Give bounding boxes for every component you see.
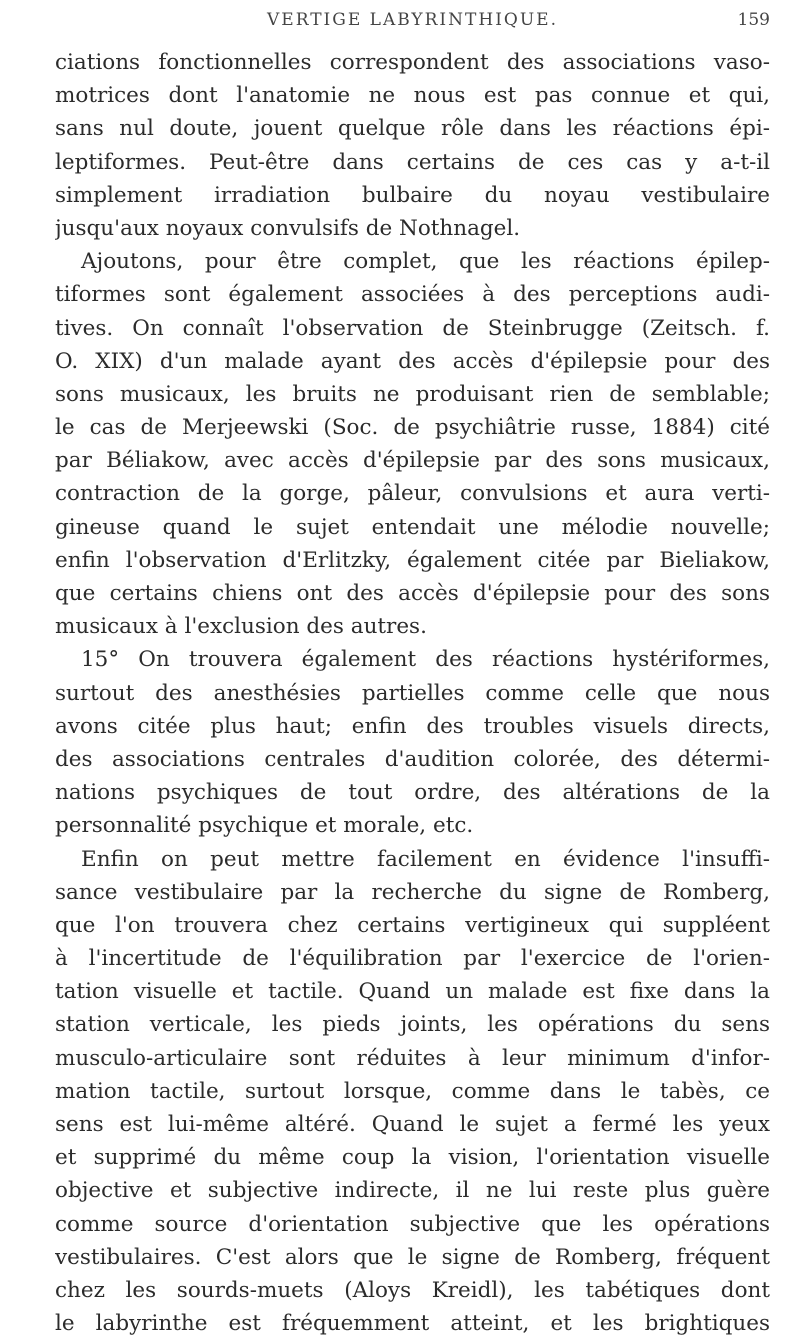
text-line: sons musicaux, les bruits ne produisant rien de semblable; [55, 381, 770, 407]
text-line: Enfin on peut mettre facilement en évidence l'insuffi- [81, 846, 770, 872]
text-line: avons citée plus haut; enfin des troubles visuels directs, [55, 713, 770, 739]
text-line: gineuse quand le sujet entendait une mélodie nouvelle; [55, 514, 770, 540]
text-line: simplement irradiation bulbaire du noyau vestibulaire [55, 182, 770, 208]
text-line: motrices dont l'anatomie ne nous est pas connue et qui, [55, 83, 770, 109]
text-line: et supprimé du même coup la vision, l'orientation visuelle [55, 1145, 770, 1171]
text-line: que l'on trouvera chez certains vertigineux qui suppléent [55, 912, 770, 938]
running-head: VERTIGE LABYRINTHIQUE. [267, 10, 558, 30]
text-line: jusqu'aux noyaux convulsifs de Nothnagel. [55, 215, 521, 241]
text-line: mation tactile, surtout lorsque, comme dans le tabès, ce [55, 1078, 770, 1104]
text-line: le cas de Merjeewski (Soc. de psychiâtrie russe, 1884) cité [55, 415, 770, 441]
text-line: tives. On connaît l'observation de Steinbrugge (Zeitsch. f. [55, 315, 770, 341]
text-line: 15° On trouvera également des réactions hystériformes, [81, 647, 770, 673]
text-line: musicaux à l'exclusion des autres. [55, 614, 427, 640]
text-line: enfin l'observation d'Erlitzky, également citée par Bieliakow, [55, 547, 770, 573]
text-line: personnalité psychique et morale, etc. [55, 813, 474, 839]
text-line: objective et subjective indirecte, il ne lui reste plus guère [55, 1178, 770, 1204]
text-line: chez les sourds-muets (Aloys Kreidl), les tabétiques dont [55, 1277, 770, 1303]
text-line: comme source d'orientation subjective que les opérations [55, 1211, 770, 1237]
text-line: leptiformes. Peut-être dans certains de ces cas y a-t-il [55, 149, 770, 175]
book-page [55, 10, 770, 1340]
text-line: tation visuelle et tactile. Quand un malade est fixe dans la [55, 979, 770, 1005]
text-line: sans nul doute, jouent quelque rôle dans les réactions épi- [55, 116, 770, 142]
text-line: nations psychiques de tout ordre, des altérations de la [55, 780, 770, 806]
text-line: station verticale, les pieds joints, les opérations du sens [55, 1012, 770, 1038]
text-line: O. XIX) d'un malade ayant des accès d'épilepsie pour des [55, 348, 770, 374]
text-line: Ajoutons, pour être complet, que les réactions épilep- [81, 249, 770, 275]
text-line: des associations centrales d'audition colorée, des détermi- [55, 746, 770, 772]
body-text [55, 46, 770, 1340]
text-line: que certains chiens ont des accès d'épilepsie pour des sons [55, 581, 770, 606]
text-line: ciations fonctionnelles correspondent des associations vaso- [55, 50, 770, 75]
text-line: vestibulaires. C'est alors que le signe de Romberg, fréquent [55, 1244, 770, 1270]
text-line: le labyrinthe est fréquemment atteint, et les brightiques [55, 1311, 770, 1337]
text-line: à l'incertitude de l'équilibration par l'exercice de l'orien- [55, 946, 770, 972]
text-line: par Béliakow, avec accès d'épilepsie par des sons musicaux, [55, 448, 770, 474]
text-line: tiformes sont également associées à des perceptions audi- [55, 282, 770, 308]
page-number: 159 [737, 10, 770, 30]
text-line: musculo-articulaire sont réduites à leur minimum d'infor- [55, 1045, 770, 1071]
text-line: sens est lui-même altéré. Quand le sujet a fermé les yeux [55, 1112, 770, 1137]
text-line: contraction de la gorge, pâleur, convulsions et aura verti- [55, 481, 770, 507]
text-line: surtout des anesthésies partielles comme celle que nous [55, 680, 770, 706]
page-header [55, 10, 770, 46]
text-line: sance vestibulaire par la recherche du signe de Romberg, [55, 879, 770, 905]
